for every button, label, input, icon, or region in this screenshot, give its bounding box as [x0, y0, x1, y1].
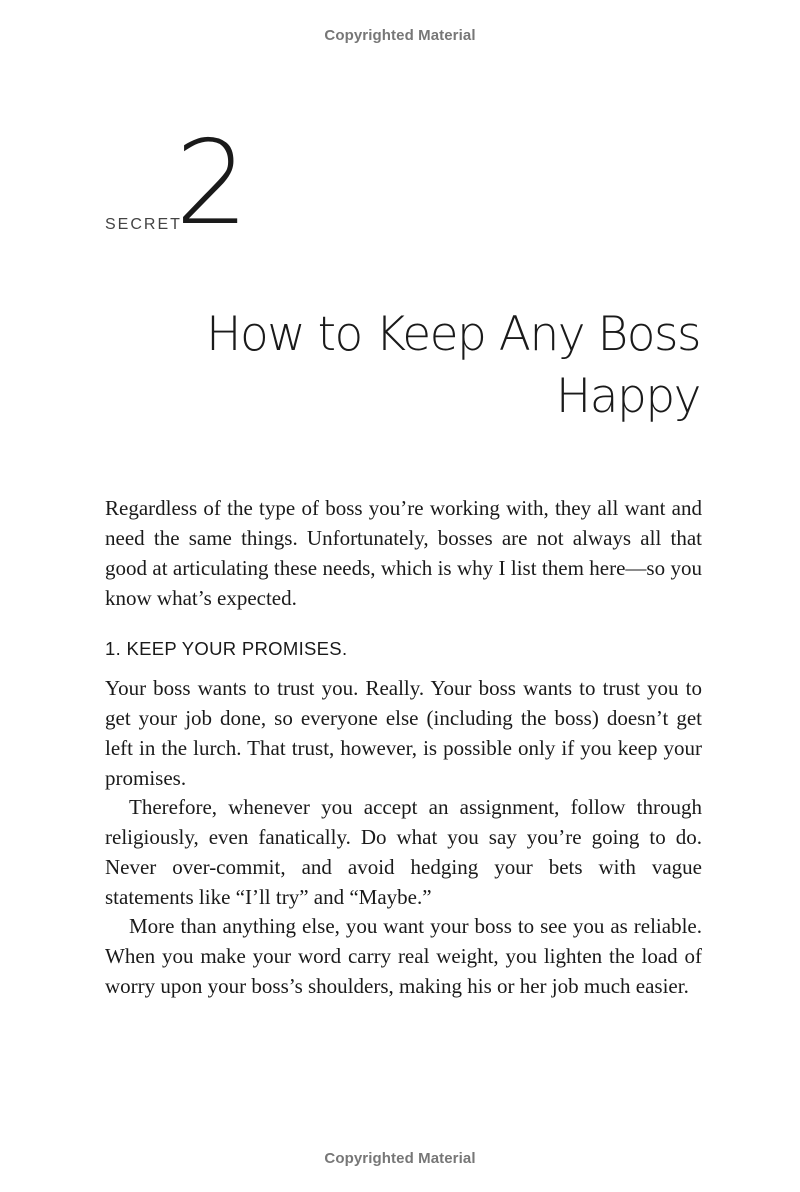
- chapter-title: How to Keep Any Boss Happy: [206, 307, 700, 424]
- chapter-number: 2: [175, 116, 245, 251]
- copyright-watermark-top: Copyrighted Material: [324, 27, 476, 44]
- intro-paragraph: Regardless of the type of boss you’re working with, they all want and need the same things. Unfortunately, bosses are not always all that good at articulating these needs, which is why I list them here—so you know what’s expected.: [105, 496, 702, 610]
- copyright-watermark-bottom: Copyrighted Material: [324, 1150, 476, 1167]
- section-heading: 1. KEEP YOUR PROMISES.: [105, 638, 348, 659]
- body-paragraph-3: More than anything else, you want your boss to see you as reliable. When you make your word carry real weight, you lighten the load of worry upon your boss’s shoulders, making his or her job much easier.: [105, 914, 702, 998]
- body-paragraph-2: Therefore, whenever you accept an assignment, follow through religiously, even fanatically. Do what you say you’re going to do. Never over-commit, and avoid hedging your bets with vague statements like “I’ll try” and “Maybe.”: [105, 795, 702, 909]
- chapter-label: SECRET: [105, 216, 182, 233]
- body-paragraph-1: Your boss wants to trust you. Really. Your boss wants to trust you to get your job done, so everyone else (including the boss) doesn’t get left in the lurch. That trust, however, is possible only if you keep your promises.: [105, 676, 702, 790]
